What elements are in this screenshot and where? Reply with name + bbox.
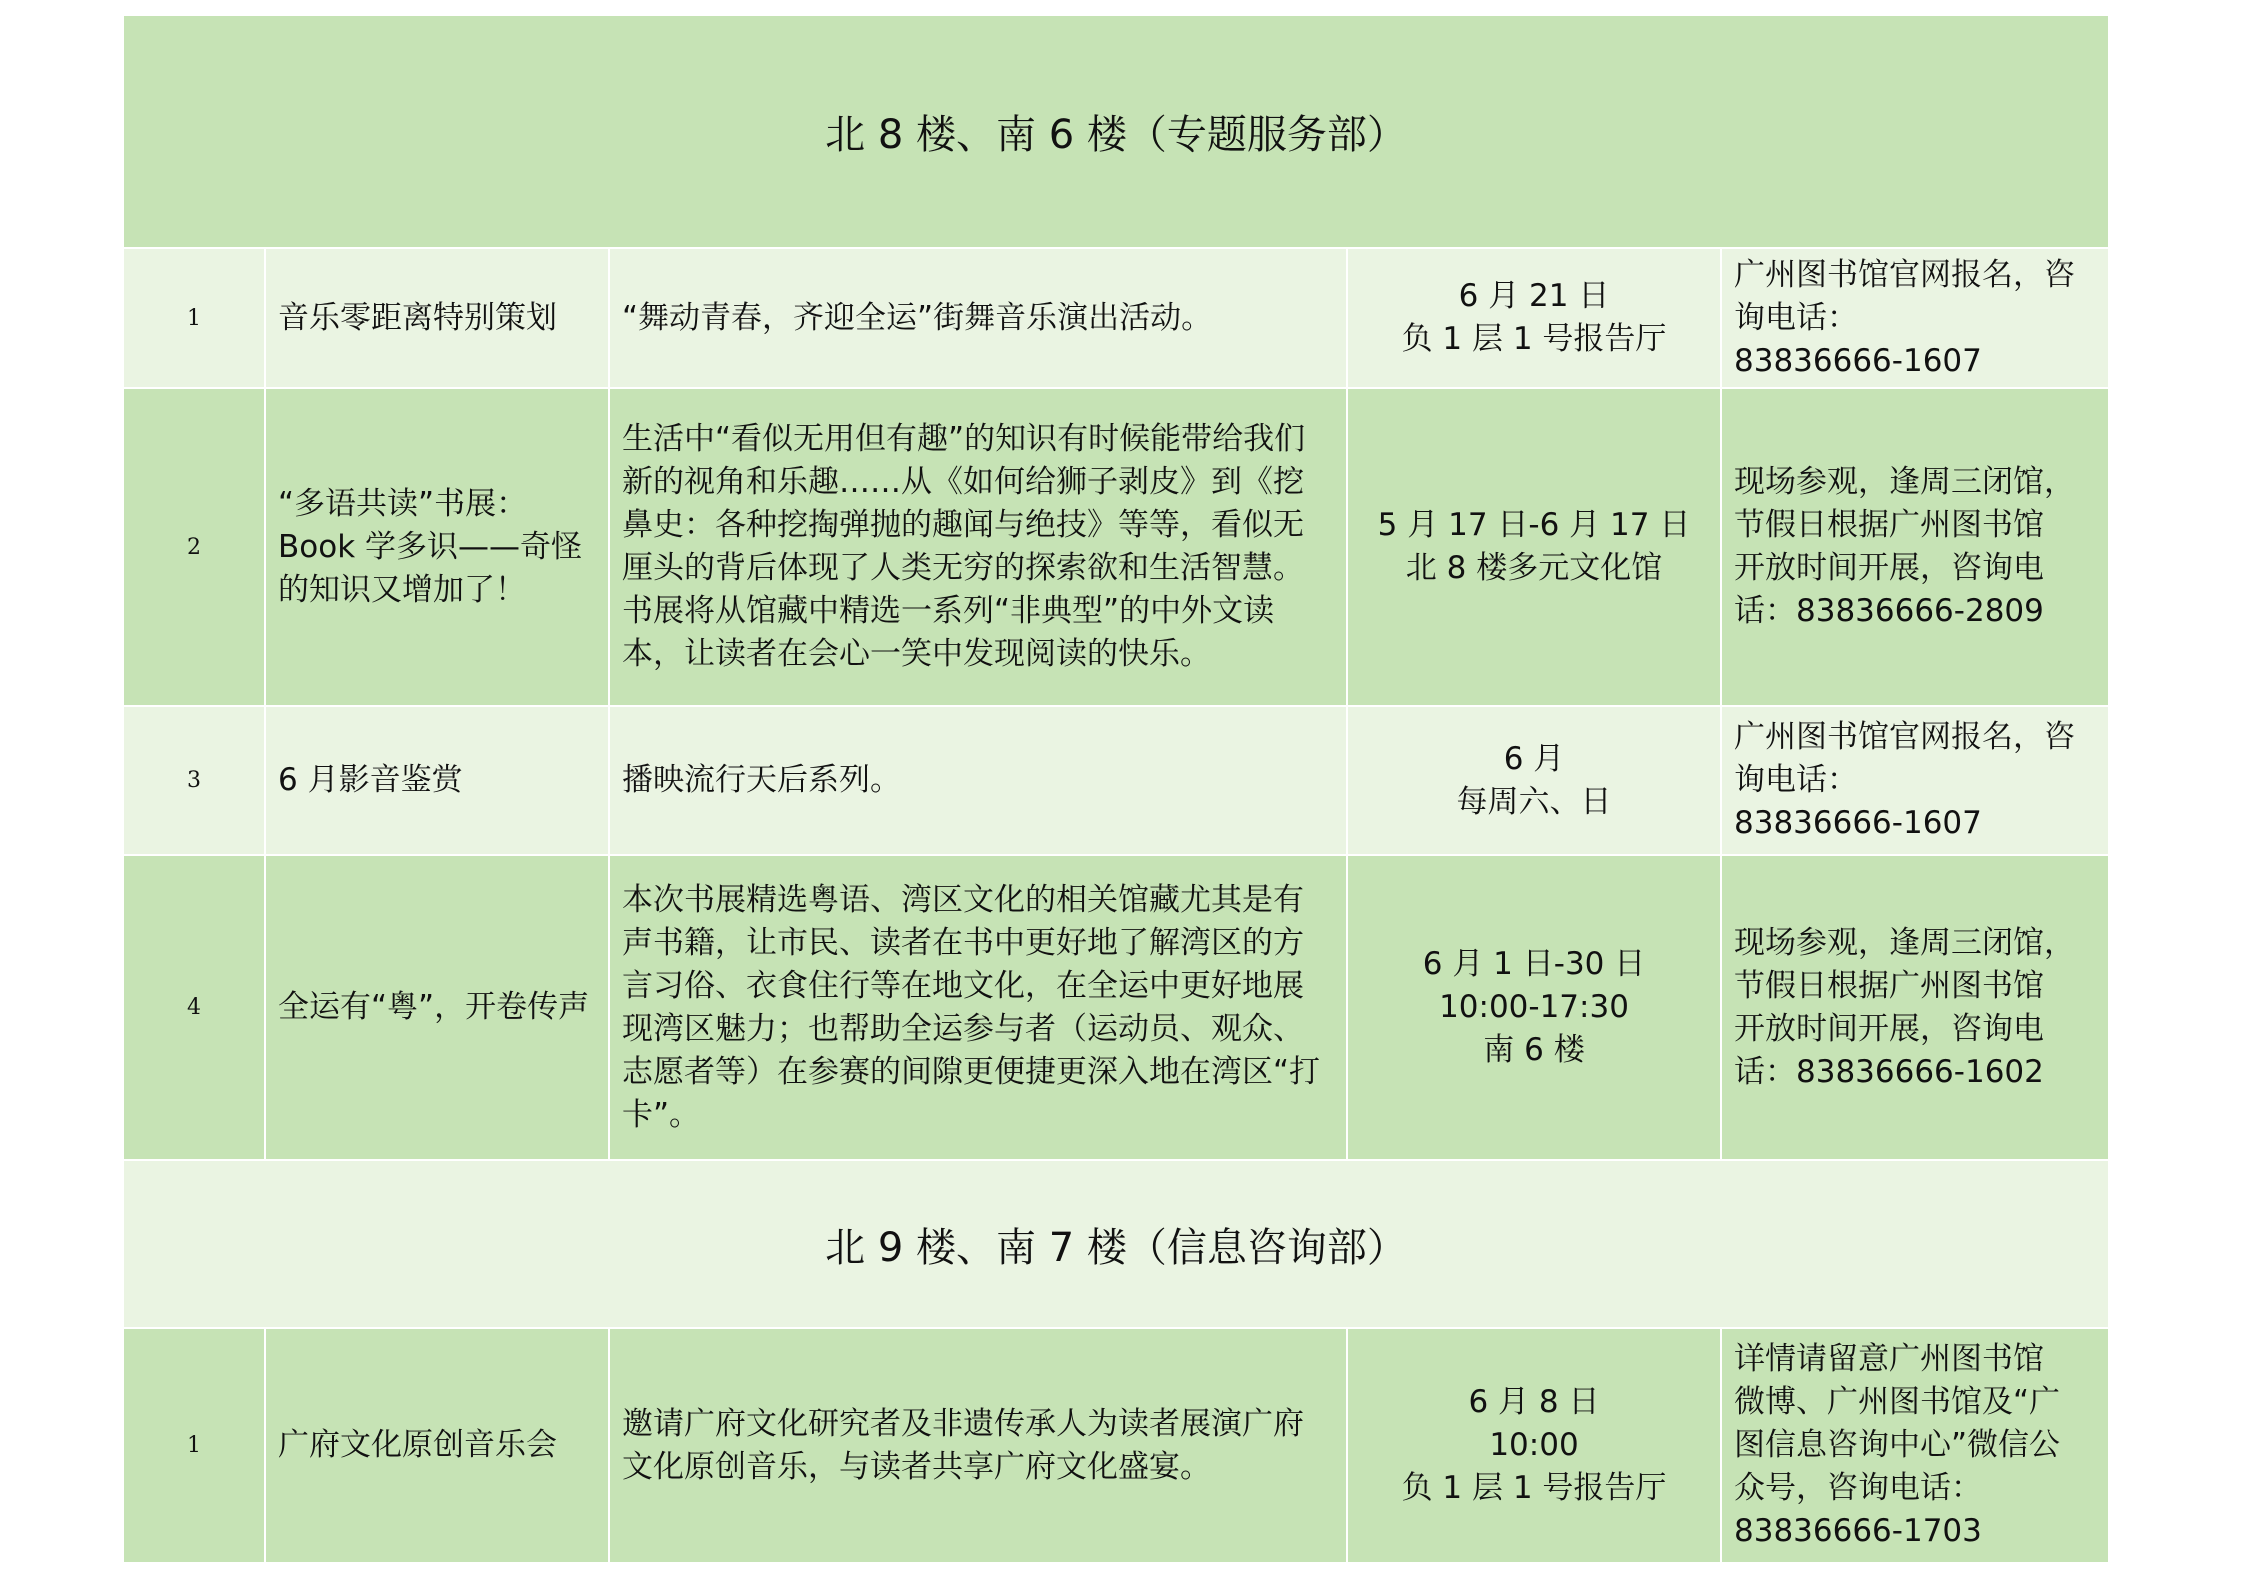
table-row (124, 389, 2108, 707)
event-note (1722, 389, 2108, 705)
event-name: 音乐零距离特别策划 (266, 249, 610, 387)
table-row (124, 707, 2108, 856)
table-row (124, 1329, 2108, 1564)
event-description: 邀请广府文化研究者及非遗传承人为读者展演广府文化原创音乐，与读者共享广府文化盛宴。 (610, 1329, 1348, 1562)
row-number: 2 (124, 389, 266, 705)
section-header (124, 16, 2108, 249)
event-description: 生活中“看似无用但有趣”的知识有时候能带给我们新的视角和乐趣……从《如何给狮子剥皮》到《挖鼻史：各种挖掏弹抛的趣闻与绝技》等等，看似无厘头的背后体现了人类无穷的探索欲和生活智慧。书展将从馆藏中精选一系列“非典型”的中外文读本，让读者在会心一笑中发现阅读的快乐。 (610, 389, 1348, 705)
note-line: 微博、广州图书馆及“广 (1734, 1384, 2061, 1420)
row-number: 1 (124, 249, 266, 387)
time-line: 6 月 (1503, 740, 1565, 777)
time-line: 每周六、日 (1456, 783, 1612, 820)
time-line: 6 月 8 日 (1468, 1384, 1600, 1420)
note-line: 83836666-1607 (1734, 342, 1982, 379)
time-line: 5 月 17 日-6 月 17 日 (1377, 507, 1691, 543)
event-name: “多语共读”书展：Book 学多识——奇怪的知识又增加了！ (266, 389, 610, 705)
event-time-place (1348, 707, 1722, 854)
time-line: 6 月 21 日 (1458, 278, 1610, 314)
note-line: 众号，咨询电话： (1734, 1470, 1982, 1506)
event-time-place (1348, 1329, 1722, 1562)
note-line: 开放时间开展，咨询电 (1734, 550, 2044, 586)
note-line: 图信息咨询中心”微信公 (1734, 1427, 2061, 1463)
event-note (1722, 1329, 2108, 1562)
event-time-place (1348, 856, 1722, 1159)
section-title: 北 9 楼、南 7 楼（信息咨询部） (825, 1224, 1407, 1271)
event-description: 播映流行天后系列。 (610, 707, 1348, 854)
table-row (124, 249, 2108, 389)
time-line: 南 6 楼 (1483, 1032, 1585, 1068)
note-line: 话：83836666-1602 (1734, 1053, 2044, 1090)
note-line: 广州图书馆官网报名，咨 (1734, 256, 2075, 293)
note-line: 节假日根据广州图书馆 (1734, 507, 2044, 543)
event-description: “舞动青春，齐迎全运”街舞音乐演出活动。 (610, 249, 1348, 387)
time-line: 10:00 (1489, 1427, 1579, 1463)
note-line: 83836666-1703 (1734, 1513, 1982, 1549)
note-line: 广州图书馆官网报名，咨 (1734, 719, 2075, 755)
event-note (1722, 856, 2108, 1159)
note-line: 现场参观，逢周三闭馆， (1734, 464, 2075, 500)
note-line: 现场参观，逢周三闭馆， (1734, 924, 2075, 961)
event-name: 全运有“粤”，开卷传声 (266, 856, 610, 1159)
events-table (124, 16, 2108, 1564)
event-note (1722, 707, 2108, 854)
event-time-place (1348, 389, 1722, 705)
note-line: 话：83836666-2809 (1734, 593, 2044, 629)
event-time-place (1348, 249, 1722, 387)
row-number: 1 (124, 1329, 266, 1562)
row-number: 3 (124, 707, 266, 854)
section-header (124, 1161, 2108, 1329)
time-line: 10:00-17:30 (1439, 989, 1629, 1025)
note-line: 详情请留意广州图书馆 (1734, 1341, 2044, 1377)
event-name: 广府文化原创音乐会 (266, 1329, 610, 1562)
table-row (124, 856, 2108, 1161)
note-line: 83836666-1607 (1734, 805, 1982, 841)
time-line: 负 1 层 1 号报告厅 (1401, 321, 1667, 357)
note-line: 开放时间开展，咨询电 (1734, 1010, 2044, 1047)
time-line: 负 1 层 1 号报告厅 (1401, 1470, 1667, 1506)
section-title: 北 8 楼、南 6 楼（专题服务部） (825, 112, 1407, 158)
time-line: 北 8 楼多元文化馆 (1405, 550, 1663, 586)
note-line: 节假日根据广州图书馆 (1734, 967, 2044, 1004)
note-line: 询电话： (1734, 762, 1858, 798)
event-description: 本次书展精选粤语、湾区文化的相关馆藏尤其是有声书籍，让市民、读者在书中更好地了解湾区的方言习俗、衣食住行等在地文化，在全运中更好地展现湾区魅力；也帮助全运参与者（运动员、观众、志愿者等）在参赛的间隙更便捷更深入地在湾区“打卡”。 (610, 856, 1348, 1159)
event-note (1722, 249, 2108, 387)
note-line: 询电话： (1734, 299, 1858, 336)
time-line: 6 月 1 日-30 日 (1422, 946, 1646, 982)
event-name: 6 月影音鉴赏 (266, 707, 610, 854)
row-number: 4 (124, 856, 266, 1159)
